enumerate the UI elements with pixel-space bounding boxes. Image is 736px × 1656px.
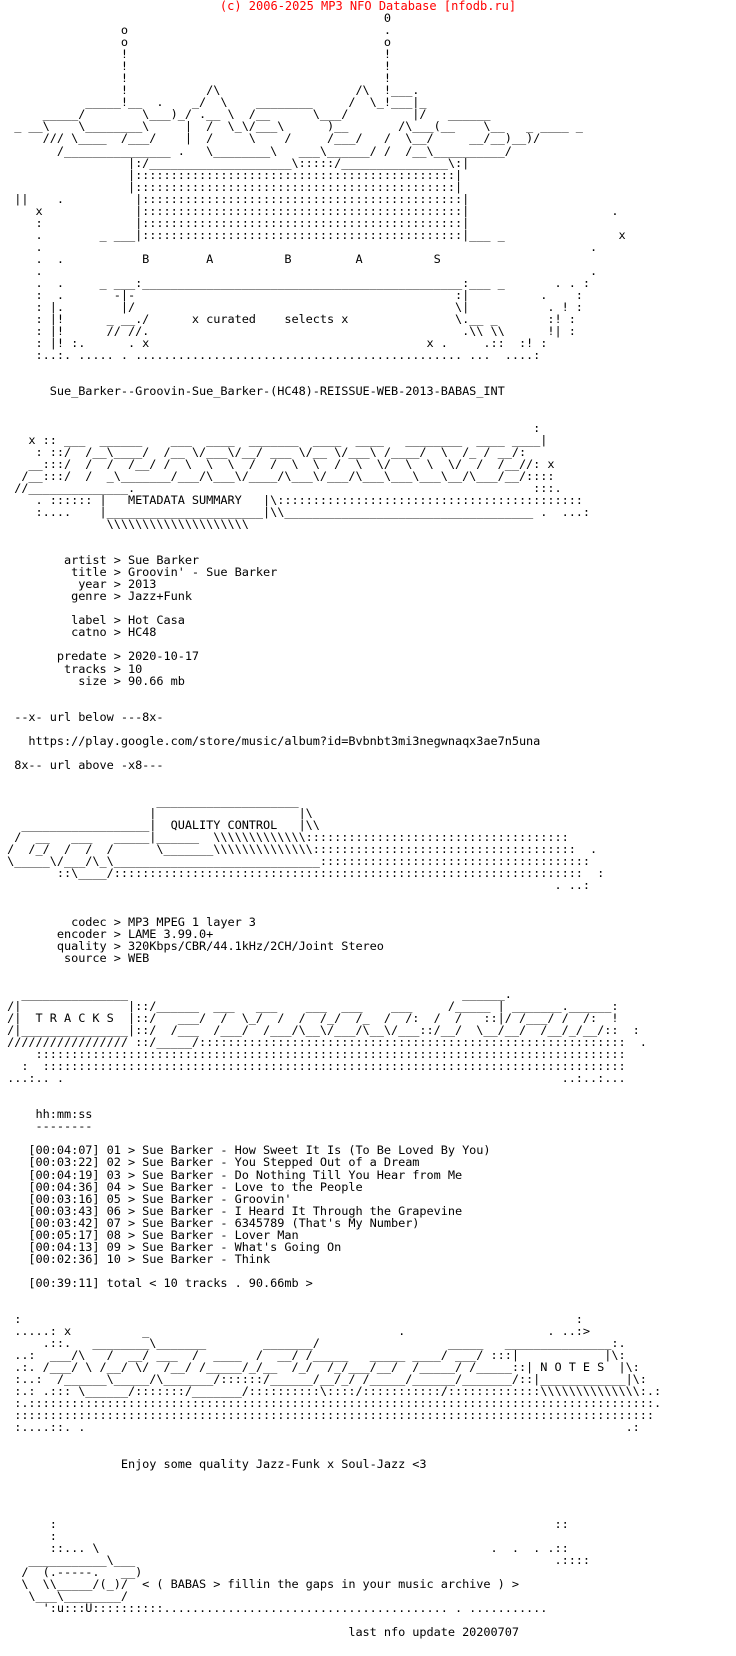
nfo-line: ..: ___/\ / __/ ___ / ____ / __/ /_____ _____ ____/ ___/ :::| |\: xyxy=(0,1348,626,1363)
nfo-line: . . xyxy=(0,263,598,278)
nfo-line: \\\\\\\\\\\\\\\\\\\\ xyxy=(0,516,249,531)
nfo-line: \ \\_____/(_)/ < ( BABAS > fillin the gaps in your music archive ) > xyxy=(0,1577,519,1592)
nfo-line: :..:. ..... . .............................................. ... ....: xyxy=(0,348,541,363)
nfo-line: .::. ________\_______ _______/ _____ _______________:. xyxy=(0,1336,626,1351)
nfo-line: / /_/ / / / \_______\\\\\\\\\\\\\\::::::::::::::::::::::::::::::::::::: . xyxy=(0,842,598,857)
nfo-line: _ __\ \________\ | / \_\/___\ )__ /\___(__ \__ _ ____ _ xyxy=(0,119,583,134)
nfo-line: .....: x _ . . ..:> xyxy=(0,1324,591,1339)
nfo-line: || . |:::::::::::::::::::::::::::::::::::::::::::::| xyxy=(0,191,470,206)
nfo-line: [00:03:22] 02 > Sue Barker - You Stepped Out of a Dream xyxy=(0,1155,420,1170)
nfo-line: codec > MP3 MPEG 1 layer 3 xyxy=(0,914,256,929)
nfo-line: :..: /______\_____/\_______/::::::/______/__/_/ /_____/______/_______/::|____________|\: xyxy=(0,1372,647,1387)
nfo-line: _____!__ . _/ \ ________ / \_!___|_ xyxy=(0,95,427,110)
nfo-line: genre > Jazz+Funk xyxy=(0,589,192,604)
nfo-line: / (.-----. __) xyxy=(0,1565,143,1580)
nfo-line: source > WEB xyxy=(0,950,150,965)
nfo-line: /| T R A C K S |::/ ___/ / \_/ / / /_/ /_ / /: / / ::|/ /___/ / /: ! xyxy=(0,1010,619,1025)
nfo-line: : . -|- :| . : xyxy=(0,288,583,303)
nfo-line: : |! :. . x x . .:: :! : xyxy=(0,336,548,351)
nfo-line: . . _ ___:_____________________________________________:___ _ . . : xyxy=(0,276,591,291)
nfo-line: [00:02:36] 10 > Sue Barker - Think xyxy=(0,1251,271,1266)
nfo-line: _______________ ______. xyxy=(0,986,512,1001)
nfo-line: //______________. :::. xyxy=(0,480,562,495)
nfo-line: artist > Sue Barker xyxy=(0,553,200,568)
nfo-line: quality > 320Kbps/CBR/44.1kHz/2CH/Joint Stereo xyxy=(0,938,384,953)
nfo-line: : xyxy=(0,420,541,435)
nfo-line: ____________________ xyxy=(0,794,299,809)
nfo-line: [00:03:42] 07 > Sue Barker - 6345789 (That's My Number) xyxy=(0,1215,420,1230)
nfo-line: : :::::::::::::::::::::::::::::::::::::::::::::::::::::::::::::::::::::::::::::::::: xyxy=(0,1059,626,1074)
nfo-line: . . B A B A S xyxy=(0,251,441,266)
nfo-line: / __ ___ _____|______ \\\\\\\\\\\\\::::::::::::::::::::::::::::::::::::: xyxy=(0,830,569,845)
nfo-line: /__:::/ / _\_______/___/\___\/____/\___\/___/\___\___\___\__/\___/__/:::: xyxy=(0,468,555,483)
nfo-line: [00:39:11] total < 10 tracks . 90.66mb > xyxy=(0,1275,313,1290)
nfo-line: /// \____ /___/ | / \ / /___/ / \__/ __/__)__)/ xyxy=(0,131,541,146)
nfo-line: tracks > 10 xyxy=(0,661,143,676)
nfo-line: Enjoy some quality Jazz-Funk x Soul-Jazz <3 xyxy=(0,1456,427,1471)
nfo-line: --x- url below ---8x- xyxy=(0,709,164,724)
nfo-line: /| |::/______ ___ ___ ___ ___ ___ /_____ | _______.______: xyxy=(0,998,619,1013)
nfo-line: _____/ \___)_/ .__ \ /__ \___/ |/ ______ xyxy=(0,107,491,122)
nfo-line: \___\________/ xyxy=(0,1589,143,1604)
nfo-line: ::::::::::::::::::::::::::::::::::::::::::::::::::::::::::::::::::::::::::::::::::: xyxy=(0,1047,626,1062)
nfo-line: ! ! xyxy=(0,59,391,74)
nfo-line: o o xyxy=(0,35,391,50)
nfo-line: : |:::::::::::::::::::::::::::::::::::::::::::::| xyxy=(0,215,470,230)
nfo-line: ___________\___ .:::: xyxy=(0,1553,591,1567)
nfo-line: : :: xyxy=(0,1516,569,1531)
nfo-line: ! /\ /\ !___. xyxy=(0,83,420,98)
nfo-line: ! ! xyxy=(0,47,391,62)
nfo-line: : ::/ /__\____/ /__ \/___\/__/ ___ \/__ \/___\ /____/ \ /_ / __/: xyxy=(0,444,527,459)
site-header[interactable]: (c) 2006-2025 MP3 NFO Database [nfodb.ru] xyxy=(219,0,517,13)
nfo-line: : : xyxy=(0,1312,583,1327)
nfo-line: size > 90.66 mb xyxy=(0,673,185,688)
nfo-line: \_____\/___/\_\_____________________________:::::::::::::::::::::::::::::::::::::: xyxy=(0,854,591,869)
nfo-line: encoder > LAME 3.99.0+ xyxy=(0,926,214,941)
nfo-line: .:. /___/ \ /__/ \/ /__/ /_____/_/__ /_/ /_/___/__/ /_____/ /_____::| N O T E S |\: xyxy=(0,1360,640,1375)
nfo-line[interactable]: https://play.google.com/store/music/album?id=Bvbnbt3mi3negwnaqx3ae7n5una xyxy=(0,733,541,748)
nfo-line: [00:05:17] 08 > Sue Barker - Lover Man xyxy=(0,1227,299,1242)
nfo-line: :.::::::::::::::::::::::::::::::::::::::::::::::::::::::::::::::::::::::::::::::::::::::::. xyxy=(0,1396,662,1411)
nfo-line: : xyxy=(0,1528,57,1543)
nfo-line: [00:04:36] 04 > Sue Barker - Love to the People xyxy=(0,1179,363,1194)
nfo-line: . . xyxy=(0,239,598,254)
nfo-line: ...:.. . ..:..:... xyxy=(0,1071,626,1086)
nfo-line: /|_______________|::/ /___ /___/ /___/\__\/___/\__\/___::/__/ \__/__/ /__/_/__/:: : xyxy=(0,1022,640,1037)
nfo-line: [00:04:13] 09 > Sue Barker - What's Going On xyxy=(0,1239,342,1254)
nfo-line: : |. |/ \| . ! : xyxy=(0,300,583,315)
nfo-line: __________________| QUALITY CONTROL |\\ xyxy=(0,818,320,833)
nfo-line: |:::::::::::::::::::::::::::::::::::::::::::::| xyxy=(0,179,463,194)
nfo-line: [00:03:43] 06 > Sue Barker - I Heard It Through the Grapevine xyxy=(0,1203,463,1218)
nfo-line: catno > HC48 xyxy=(0,625,157,640)
nfo-line: : |! _ __./ x curated selects x \.__ _ :! : xyxy=(0,312,576,327)
nfo-line: :::::::::::::::::::::::::::::::::::::::::::::::::::::::::::::::::::::::::::::::::::::::::: xyxy=(0,1408,655,1423)
nfo-line: Sue_Barker--Groovin-Sue_Barker-(HC48)-REISSUE-WEB-2013-BABAS_INT xyxy=(0,384,505,399)
nfo-line: x :: ___ ______ ___ ____ _______ ____ ____ ________ ____ ____| xyxy=(0,432,548,447)
nfo-line: title > Groovin' - Sue Barker xyxy=(0,565,278,580)
nfo-line: x |:::::::::::::::::::::::::::::::::::::::::::::| . xyxy=(0,203,619,218)
nfo-line: [00:04:19] 03 > Sue Barker - Do Nothing Till You Hear from Me xyxy=(0,1167,463,1182)
nfo-line: |:::::::::::::::::::::::::::::::::::::::::::::| xyxy=(0,167,463,182)
nfo-text xyxy=(0,12,736,1638)
nfo-line: |:/____________________\:::::/_______________\:| xyxy=(0,155,470,170)
nfo-line: | |\ xyxy=(0,806,313,821)
nfo-line: o . xyxy=(0,23,391,38)
nfo-line: ::... \ . . . .:: xyxy=(0,1540,569,1555)
nfo-line: :.: .::: \______/:::::::/_______/::::::::::\::::/:::::::::::/:::::::::::::\\\\\\\\\\\\\\:.: xyxy=(0,1384,662,1399)
nfo-line: ::\____/:::::::::::::::::::::::::::::::::::::::::::::::::::::::::::::::::: : xyxy=(0,866,605,881)
nfo-line: [00:03:16] 05 > Sue Barker - Groovin' xyxy=(0,1191,292,1206)
nfo-line: :.... |______________________|\\___________________________________ . ...: xyxy=(0,504,591,519)
nfo-line: 8x-- url above -x8--- xyxy=(0,757,164,772)
nfo-line: 0 xyxy=(0,11,391,25)
nfo-line: last nfo update 20200707 xyxy=(0,1625,519,1640)
nfo-line: ///////////////// ::/_____/:::::::::::::::::::::::::::::::::::::::::::::::::::::::::::: . xyxy=(0,1034,647,1049)
nfo-line: ':u:::U::::::::::........................................ . ........... xyxy=(0,1601,548,1616)
nfo-line: [00:04:07] 01 > Sue Barker - How Sweet It Is (To Be Loved By You) xyxy=(0,1143,491,1158)
nfo-line: year > 2013 xyxy=(0,577,157,592)
nfo-line: ! ! xyxy=(0,71,391,86)
nfo-line: . _ ___|:::::::::::::::::::::::::::::::::::::::::::::|___ _ x xyxy=(0,227,626,242)
nfo-line: label > Hot Casa xyxy=(0,613,185,628)
nfo-line: :....::. . .: xyxy=(0,1420,640,1435)
nfo-line: hh:mm:ss xyxy=(0,1107,93,1122)
nfo-line: . :::::: | METADATA SUMMARY |\::::::::::::::::::::::::::::::::::::::::::: xyxy=(0,492,583,507)
nfo-line: predate > 2020-10-17 xyxy=(0,649,200,664)
nfo-line: __:::/ / / /__/ / \ \ \ / / \ \ / \ \/ \ \ \/ / /__//: x xyxy=(0,456,555,471)
nfo-line: /_______________ . \________\ ___\______/ / /__\__________/ xyxy=(0,143,512,158)
nfo-line: : |! // //. .\\ \\ !| : xyxy=(0,324,576,339)
nfo-line: -------- xyxy=(0,1119,93,1134)
nfo-line: . ..: xyxy=(0,878,591,893)
